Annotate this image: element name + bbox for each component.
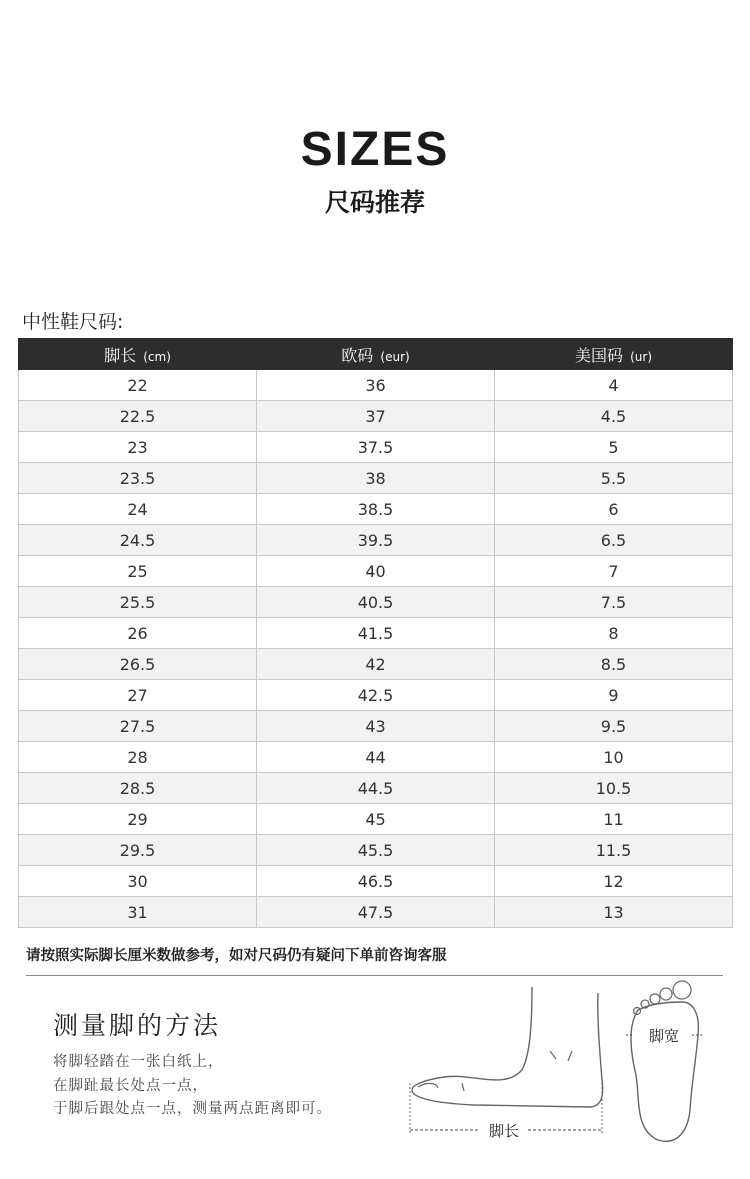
table-row (19, 711, 733, 742)
table-row (19, 835, 733, 866)
cell-eur-size: 40.5 (257, 587, 495, 618)
table-row (19, 370, 733, 401)
column-header-foot-length (19, 339, 257, 370)
table-caption: 中性鞋尺码: (22, 311, 124, 333)
cell-us-size: 4.5 (495, 401, 733, 432)
cell-eur-size: 45 (257, 804, 495, 835)
table-row (19, 463, 733, 494)
foot-side-illustration (404, 985, 614, 1140)
cell-foot-length: 24.5 (19, 525, 257, 556)
cell-us-size: 7 (495, 556, 733, 587)
table-row (19, 587, 733, 618)
table-header-row (19, 339, 733, 370)
table-row (19, 742, 733, 773)
foot-sole-illustration (620, 980, 710, 1145)
size-table (18, 338, 733, 928)
cell-eur-size: 42 (257, 649, 495, 680)
cell-foot-length: 29 (19, 804, 257, 835)
cell-foot-length: 22 (19, 370, 257, 401)
cell-eur-size: 44.5 (257, 773, 495, 804)
cell-eur-size: 38 (257, 463, 495, 494)
table-row (19, 556, 733, 587)
cell-foot-length: 30 (19, 866, 257, 897)
cell-us-size: 7.5 (495, 587, 733, 618)
column-label: 脚长 (104, 345, 137, 365)
cell-eur-size: 37 (257, 401, 495, 432)
cell-us-size: 4 (495, 370, 733, 401)
cell-eur-size: 36 (257, 370, 495, 401)
column-unit: (ur) (630, 349, 652, 364)
cell-foot-length: 24 (19, 494, 257, 525)
column-unit: (cm) (143, 349, 171, 364)
table-row (19, 804, 733, 835)
cell-us-size: 5 (495, 432, 733, 463)
cell-us-size: 13 (495, 897, 733, 928)
cell-foot-length: 28.5 (19, 773, 257, 804)
cell-eur-size: 47.5 (257, 897, 495, 928)
table-row (19, 773, 733, 804)
cell-us-size: 12 (495, 866, 733, 897)
cell-eur-size: 39.5 (257, 525, 495, 556)
cell-eur-size: 45.5 (257, 835, 495, 866)
table-row (19, 897, 733, 928)
column-unit: (eur) (380, 349, 410, 364)
cell-foot-length: 28 (19, 742, 257, 773)
divider (26, 975, 723, 976)
cell-us-size: 10 (495, 742, 733, 773)
cell-eur-size: 41.5 (257, 618, 495, 649)
cell-foot-length: 23.5 (19, 463, 257, 494)
table-row (19, 432, 733, 463)
cell-us-size: 5.5 (495, 463, 733, 494)
cell-us-size: 8.5 (495, 649, 733, 680)
cell-foot-length: 29.5 (19, 835, 257, 866)
table-row (19, 618, 733, 649)
cell-us-size: 11.5 (495, 835, 733, 866)
column-label: 欧码 (341, 345, 374, 365)
column-label: 美国码 (574, 345, 623, 365)
measure-instruction: 在脚趾最长处点一点， (53, 1078, 208, 1094)
cell-foot-length: 22.5 (19, 401, 257, 432)
cell-foot-length: 26 (19, 618, 257, 649)
cell-foot-length: 27 (19, 680, 257, 711)
measure-title: 测量脚的方法 (53, 1011, 222, 1040)
table-row (19, 866, 733, 897)
table-row (19, 680, 733, 711)
cell-eur-size: 40 (257, 556, 495, 587)
cell-foot-length: 31 (19, 897, 257, 928)
measure-instruction: 于脚后跟处点一点，测量两点距离即可。 (53, 1101, 332, 1117)
table-row (19, 525, 733, 556)
cell-eur-size: 38.5 (257, 494, 495, 525)
cell-foot-length: 23 (19, 432, 257, 463)
foot-length-label: 脚长 (488, 1122, 520, 1140)
cell-us-size: 9 (495, 680, 733, 711)
size-note: 请按照实际脚长厘米数做参考，如对尺码仍有疑问下单前咨询客服 (26, 948, 447, 964)
cell-us-size: 6.5 (495, 525, 733, 556)
cell-us-size: 11 (495, 804, 733, 835)
cell-us-size: 8 (495, 618, 733, 649)
cell-eur-size: 42.5 (257, 680, 495, 711)
cell-foot-length: 27.5 (19, 711, 257, 742)
cell-foot-length: 25 (19, 556, 257, 587)
column-header-us (495, 339, 733, 370)
measure-instruction: 将脚轻踏在一张白纸上， (53, 1054, 224, 1070)
table-row (19, 401, 733, 432)
table-row (19, 649, 733, 680)
cell-us-size: 9.5 (495, 711, 733, 742)
page-title: SIZES (300, 123, 450, 176)
cell-us-size: 10.5 (495, 773, 733, 804)
cell-eur-size: 43 (257, 711, 495, 742)
cell-eur-size: 37.5 (257, 432, 495, 463)
cell-us-size: 6 (495, 494, 733, 525)
cell-foot-length: 26.5 (19, 649, 257, 680)
table-row (19, 494, 733, 525)
cell-foot-length: 25.5 (19, 587, 257, 618)
column-header-eur (257, 339, 495, 370)
table-body (19, 370, 733, 928)
cell-eur-size: 46.5 (257, 866, 495, 897)
cell-eur-size: 44 (257, 742, 495, 773)
page-subtitle: 尺码推荐 (324, 188, 425, 217)
foot-width-label: 脚宽 (648, 1027, 680, 1045)
